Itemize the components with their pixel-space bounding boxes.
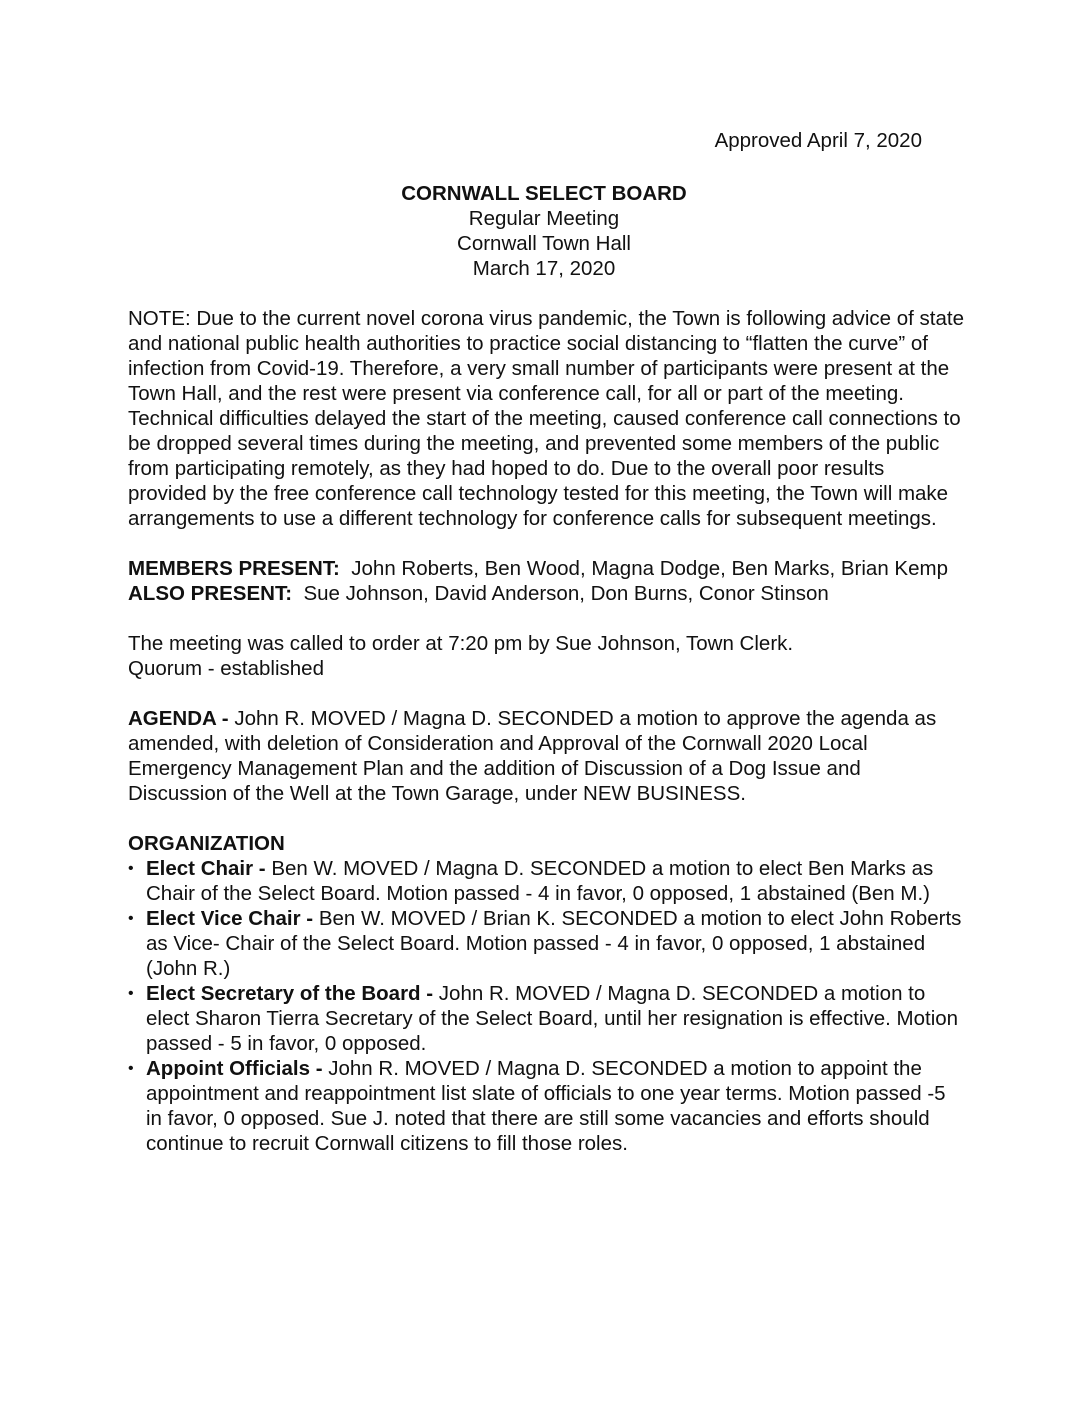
bullet-icon: • <box>128 985 134 1002</box>
item-text: John R. MOVED / Magna D. SECONDED a motion to appoint the appointment and reappointment list slate of officials to one year terms. Motion passed -5 in favor, 0 opposed. Sue J. noted that there are still some vacancies and efforts should continue to recruit Cornwall citizens to fill those roles. <box>146 1057 946 1155</box>
members-present-names: John Roberts, Ben Wood, Magna Dodge, Ben Marks, Brian Kemp <box>351 557 948 580</box>
meeting-location: Cornwall Town Hall <box>457 232 631 255</box>
item-text: Ben W. MOVED / Magna D. SECONDED a motion to elect Ben Marks as Chair of the Select Board. Motion passed - 4 in favor, 0 opposed, 1 abstained (Ben M.) <box>146 857 934 905</box>
minutes-body <box>128 306 964 1156</box>
meeting-type: Regular Meeting <box>468 207 620 230</box>
members-present <box>128 556 964 581</box>
covid-note: NOTE: Due to the current novel corona virus pandemic, the Town is following advice of state and national public health authorities to practice social distancing to “flatten the curve” of infection from Covid-19. Therefore, a very small number of participants were present at the Town Hall, and the rest were present via conference call, for all or part of the meeting. Technical difficulties delayed the start of the meeting, caused conference call connections to be dropped several times during the meeting, and prevented some members of the public from participating remotely, as they had hoped to do. Due to the overall poor results provided by the free conference call technology tested for this meeting, the Town will make arrangements to use a different technology for conference calls for subsequent meetings. <box>128 307 964 530</box>
also-present-names: Sue Johnson, David Anderson, Don Burns, Conor Stinson <box>303 582 829 605</box>
also-present-label: ALSO PRESENT: <box>128 582 293 605</box>
bullet-icon: • <box>128 910 134 927</box>
organization-list <box>128 856 964 1156</box>
call-to-order: The meeting was called to order at 7:20 pm by Sue Johnson, Town Clerk. <box>128 632 794 655</box>
item-label: Elect Secretary of the Board - <box>146 982 434 1005</box>
agenda-text: John R. MOVED / Magna D. SECONDED a motion to approve the agenda as amended, with deletion of Consideration and Approval of the Cornwall 2020 Local Emergency Management Plan and the addition of Discussion of a Dog Issue and Discussion of the Well at the Town Garage, under NEW BUSINESS. <box>128 707 937 805</box>
quorum-status: Quorum - established <box>128 657 324 680</box>
approval-date: Approved April 7, 2020 <box>714 129 922 152</box>
meeting-date: March 17, 2020 <box>472 257 616 280</box>
bullet-icon: • <box>128 1060 134 1077</box>
organization-heading: ORGANIZATION <box>128 832 285 855</box>
item-label: Elect Chair - <box>146 857 266 880</box>
list-item <box>128 856 964 906</box>
also-present <box>128 581 964 606</box>
document-header <box>0 181 1088 281</box>
list-item <box>128 981 964 1056</box>
item-label: Elect Vice Chair - <box>146 907 314 930</box>
agenda-label: AGENDA - <box>128 707 229 730</box>
bullet-icon: • <box>128 860 134 877</box>
list-item <box>128 906 964 981</box>
list-item <box>128 1056 964 1156</box>
members-present-label: MEMBERS PRESENT: <box>128 557 340 580</box>
agenda-section <box>128 706 964 806</box>
item-text: John R. MOVED / Magna D. SECONDED a motion to elect Sharon Tierra Secretary of the Select Board, until her resignation is effective. Motion passed - 5 in favor, 0 opposed. <box>146 982 959 1055</box>
item-text: Ben W. MOVED / Brian K. SECONDED a motion to elect John Roberts as Vice- Chair of the Select Board. Motion passed - 4 in favor, 0 opposed, 1 abstained (John R.) <box>146 907 962 980</box>
item-label: Appoint Officials - <box>146 1057 323 1080</box>
board-name: CORNWALL SELECT BOARD <box>401 182 687 205</box>
